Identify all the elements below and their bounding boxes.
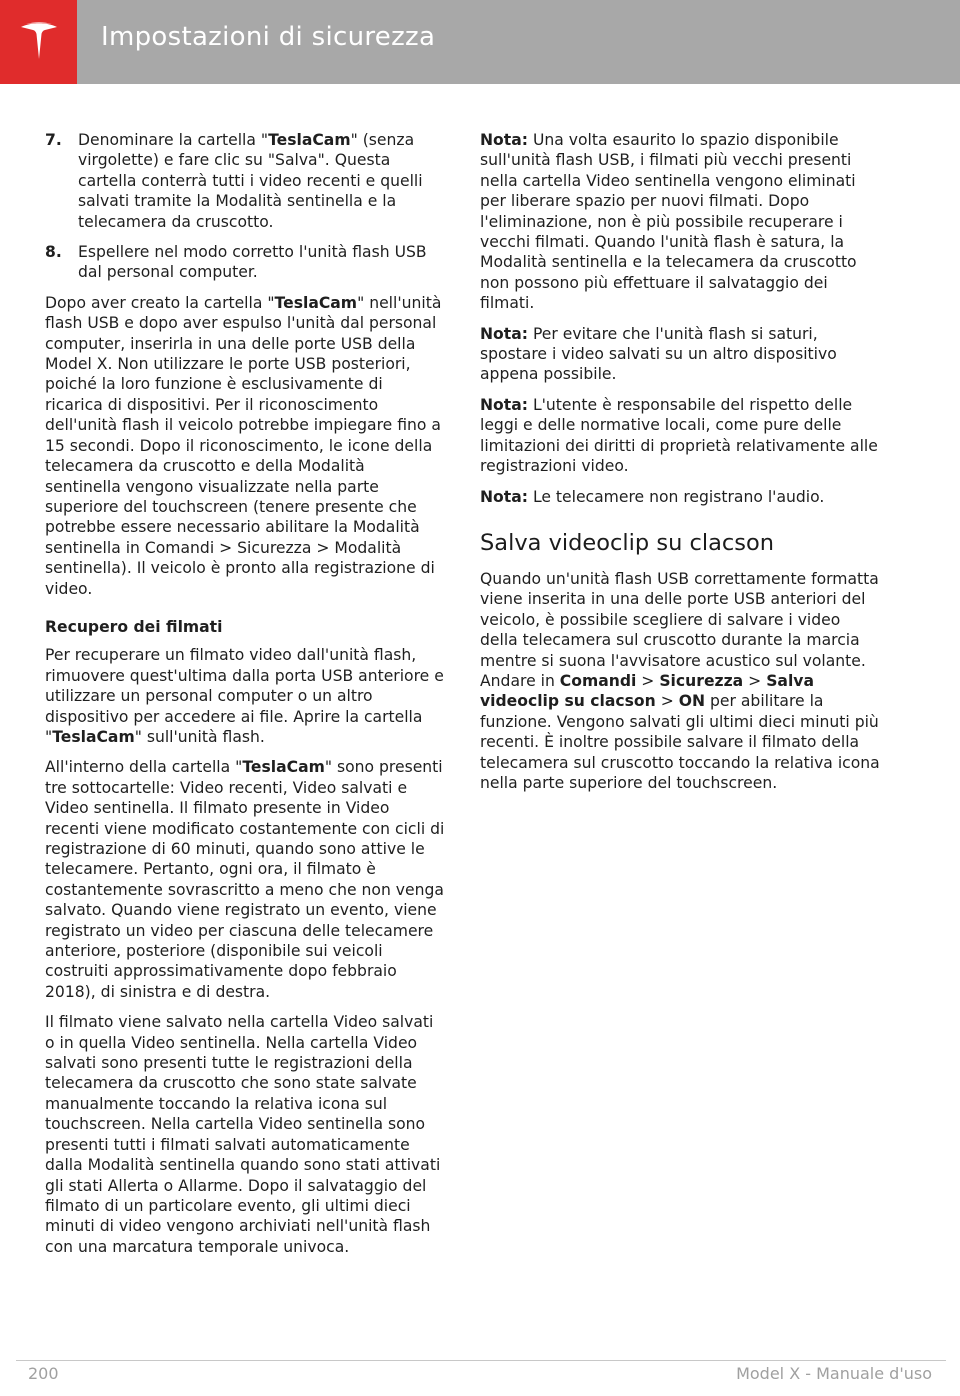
page-title: Impostazioni di sicurezza — [101, 22, 436, 52]
step-text: Espellere nel modo corretto l'unità flash USB dal personal computer. — [78, 243, 427, 282]
tesla-logo-icon — [19, 21, 59, 63]
page-number: 200 — [28, 1364, 59, 1383]
paragraph: Dopo aver creato la cartella "TeslaCam" nell'unità flash USB e dopo aver espulso l'unità dal personal computer, inserirla in una delle porte USB della Model X. Non utilizzare le porte USB posteriori, poiché la loro funzione è esclusivamente di ricarica di dispositivi. Per il riconoscimento dell'unità flash il veicolo potrebbe impiegare fino a 15 secondi. Dopo il riconoscimento, le icone della telecamera da cruscotto e della Modalità sentinella vengono visualizzate nella parte superiore del touchscreen (tenere presente che potrebbe essere necessario abilitare la Modalità sentinella in Comandi > Sicurezza > Modalità sentinella). Il veicolo è pronto alla registrazione di video. — [45, 293, 442, 598]
logo-box — [0, 0, 77, 84]
paragraph: Quando un'unità flash USB correttamente formatta viene inserita in una delle porte USB anteriori del veicolo, è possibile scegliere di salvare i video della telecamera sul cruscotto durante la marcia mentre si suona l'avvisatore acustico sul volante. Andare in Comandi > Sicurezza > Salva videoclip su clacson > ON per abilitare la funzione. Vengono salvati gli ultimi dieci minuti più recenti. È inoltre possibile salvare il filmato della telecamera sul cruscotto toccando la relativa icona nella parte superiore del touchscreen. — [480, 569, 880, 792]
paragraph: All'interno della cartella "TeslaCam" sono presenti tre sottocartelle: Video recenti, Video salvati e Video sentinella. Il filmato presente in Video recenti viene modificato costantemente con cicli di registrazione di 60 minuti, quando sono attive le telecamere. Pertanto, ogni ora, il filmato è costantemente sovrascritto a meno che non venga salvato. Quando viene registrato un evento, viene registrato un video per ciascuna delle telecamere anteriore, posteriore (disponibile sui veicoli costruiti approssimativamente dopo febbraio 2018), di sinistra e di destra. — [45, 758, 445, 1001]
step-number: 7. — [45, 131, 62, 149]
footer-divider — [16, 1360, 946, 1361]
note: Nota: Le telecamere non registrano l'audio. — [480, 487, 825, 506]
step-text: Denominare la cartella "TeslaCam" (senza virgolette) e fare clic su "Salva". Questa cartella conterrà tutti i video recenti e quelli salvati tramite la Modalità sentinella e la telecamera da cruscotto. — [78, 131, 423, 231]
paragraph: Per recuperare un filmato video dall'unità flash, rimuovere quest'ultima dalla porta USB anteriore e utilizzare un personal computer o un altro dispositivo per accedere ai file. Aprire la cartella "TeslaCam" sull'unità flash. — [45, 646, 444, 746]
manual-title: Model X - Manuale d'uso — [736, 1364, 932, 1383]
note: Nota: Una volta esaurito lo spazio disponibile sull'unità flash USB, i filmati più vecchi presenti nella cartella Video sentinella vengono eliminati per liberare spazio per nuovi filmati. Dopo l'eliminazione, non è più possibile recuperare i vecchi filmati. Quando l'unità flash è satura, la Modalità sentinella e la telecamera da cruscotto non possono più effettuare il salvataggio dei filmati. — [480, 131, 857, 313]
left-column — [45, 130, 445, 1267]
section-title: Salva videoclip su clacson — [480, 529, 775, 556]
step-8 — [45, 242, 445, 283]
note: Nota: Per evitare che l'unità flash si saturi, spostare i video salvati su un altro dispositivo appena possibile. — [480, 324, 837, 384]
right-column — [480, 130, 880, 803]
page-header — [0, 0, 960, 84]
note: Nota: L'utente è responsabile del rispetto delle leggi e delle normative locali, come pure delle limitazioni dei diritti di proprietà relativamente alle registrazioni video. — [480, 395, 878, 476]
paragraph: Il filmato viene salvato nella cartella Video salvati o in quella Video sentinella. Nella cartella Video salvati sono presenti tutte le registrazioni della telecamera da cruscotto che sono state salvate manualmente toccando la relativa icona sul touchscreen. Nella cartella Video sentinella sono presenti tutti i filmati salvati automaticamente dalla Modalità sentinella quando sono stati attivati gli stati Allerta o Allarme. Dopo il salvataggio del filmato di un particolare evento, gli ultimi dieci minuti di video vengono archiviati nell'unità flash con una marcatura temporale univoca. — [45, 1013, 441, 1256]
subheading: Recupero dei filmati — [45, 617, 223, 636]
step-number: 8. — [45, 243, 62, 262]
step-7 — [45, 130, 445, 232]
